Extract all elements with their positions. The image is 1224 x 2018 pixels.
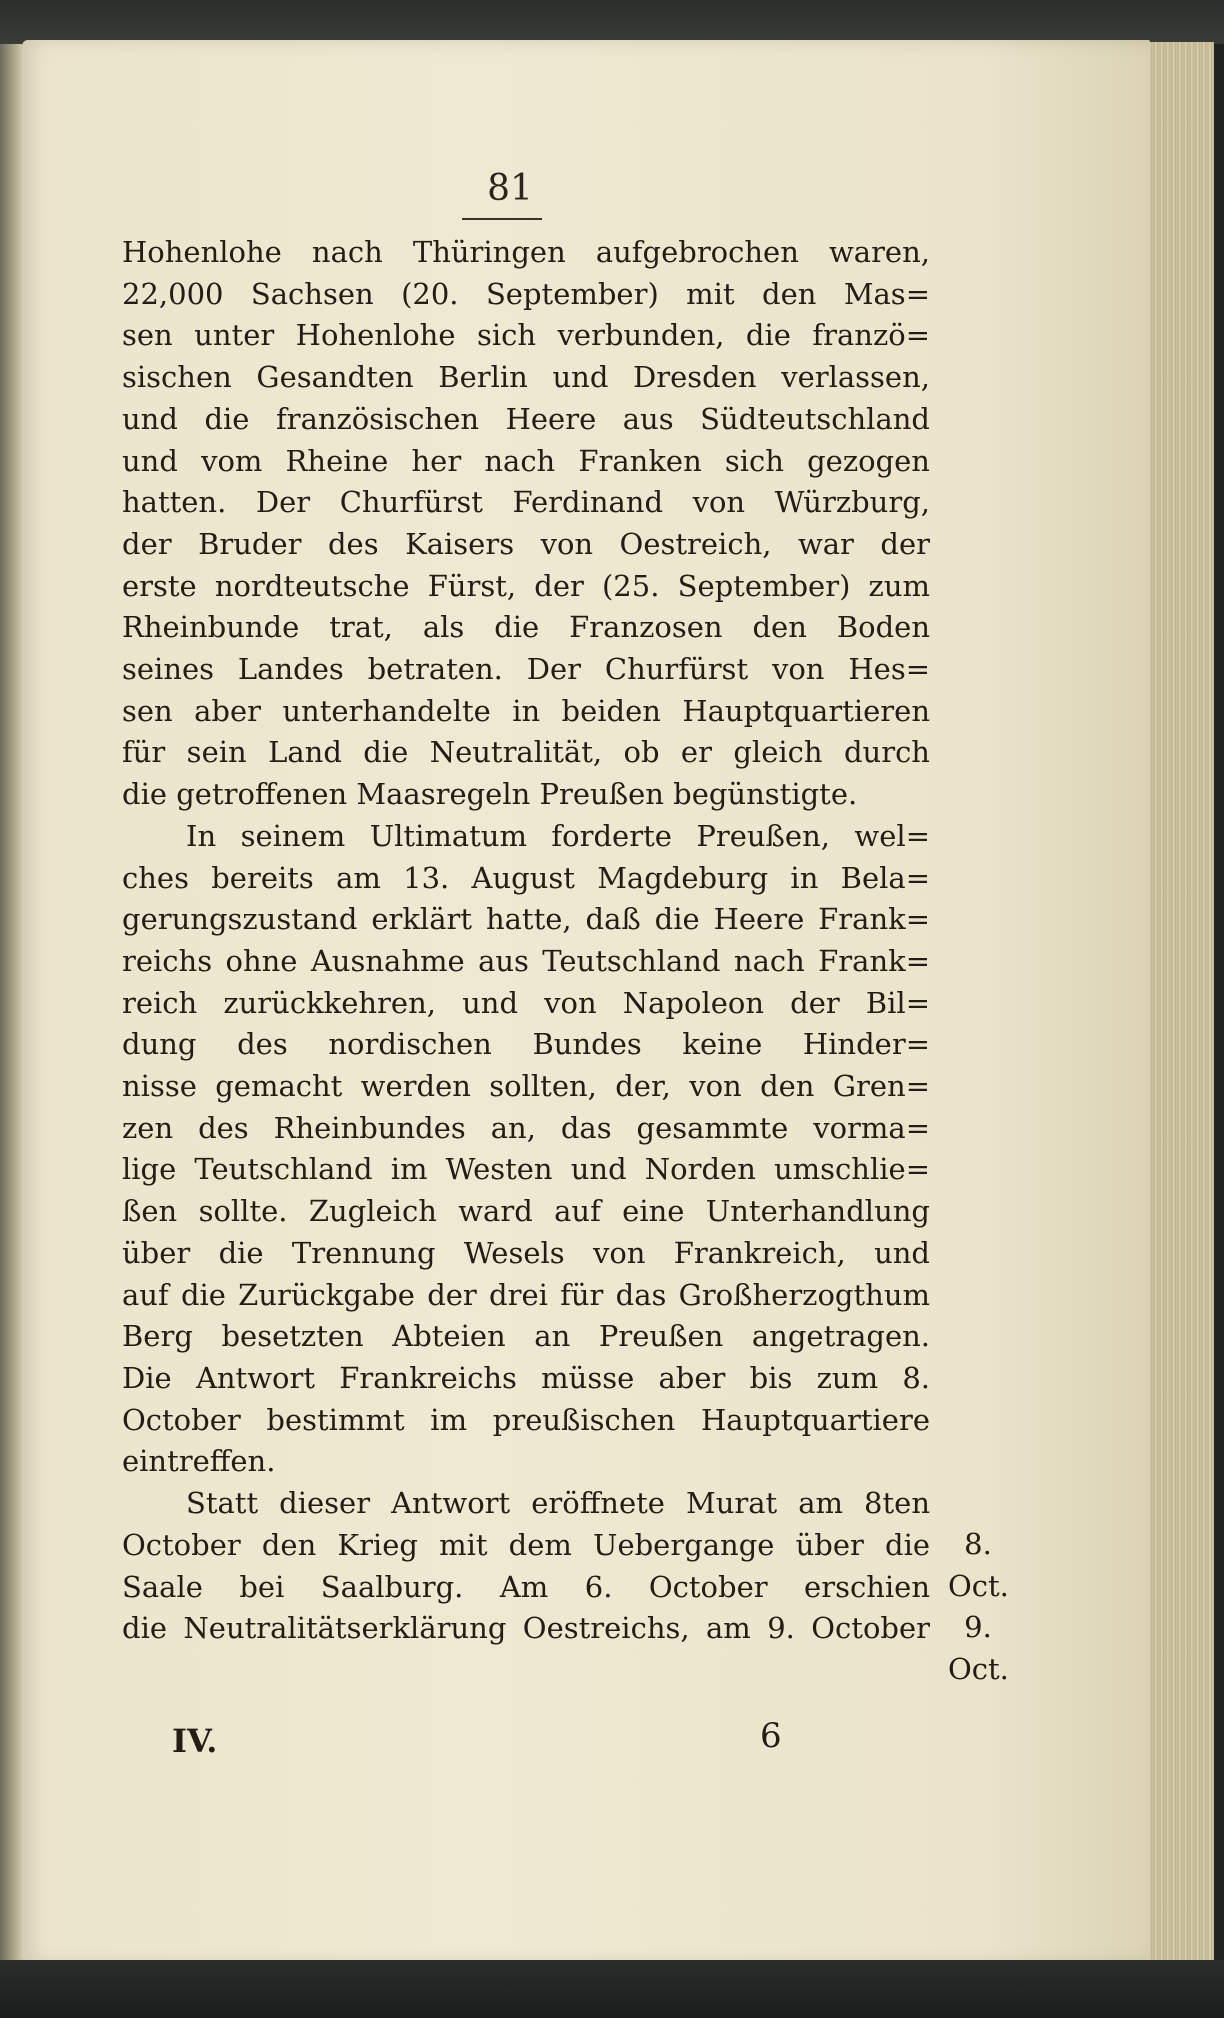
- text-line: für sein Land die Neutralität, ob er gleich durch: [122, 735, 930, 770]
- margin-note: Oct.: [948, 1652, 1009, 1687]
- margin-note: 8.: [964, 1527, 992, 1561]
- text-line: reich zurückkehren, und von Napoleon der Bil=: [122, 985, 930, 1020]
- header-rule: [462, 218, 542, 220]
- text-line: gerungszustand erklärt hatte, daß die Heere Frank=: [122, 902, 930, 937]
- margin-notes: [948, 1524, 1008, 1691]
- text-line: über die Trennung Wesels von Frankreich, und: [122, 1235, 930, 1270]
- text-line: und vom Rheine her nach Franken sich gezogen: [122, 443, 930, 478]
- text-line: In seinem Ultimatum forderte Preußen, wel=: [186, 818, 930, 853]
- text-line: ßen sollte. Zugleich ward auf eine Unterhandlung: [122, 1194, 930, 1229]
- text-line: zen des Rheinbundes an, das gesammte vorma=: [122, 1110, 930, 1145]
- text-line: Statt dieser Antwort eröffnete Murat am 8ten: [186, 1486, 930, 1521]
- text-line: Rheinbunde trat, als die Franzosen den Boden: [122, 610, 930, 645]
- page-body-text: [122, 232, 930, 1650]
- text-line: Berg besetzten Abteien an Preußen angetragen.: [122, 1319, 930, 1354]
- sheet-number: 6: [760, 1716, 782, 1756]
- text-line: nisse gemacht werden sollten, der, von den Gren=: [122, 1069, 930, 1104]
- page-number: 81: [487, 168, 533, 209]
- text-line: hatten. Der Churfürst Ferdinand von Würzburg,: [122, 485, 930, 520]
- text-line: sischen Gesandten Berlin und Dresden verlassen,: [122, 360, 930, 395]
- text-line: der Bruder des Kaisers von Oestreich, war der: [122, 526, 930, 561]
- scan-bottom-border: [0, 1960, 1224, 2018]
- text-line: seines Landes betraten. Der Churfürst von Hes=: [122, 652, 930, 687]
- scan-top-border: [0, 0, 1224, 44]
- text-line: Saale bei Saalburg. Am 6. October erschien: [122, 1569, 930, 1604]
- margin-note: 9.: [964, 1610, 992, 1645]
- text-line: sen aber unterhandelte in beiden Hauptquartieren: [122, 693, 930, 728]
- text-line: Die Antwort Frankreichs müsse aber bis zum 8.: [122, 1360, 930, 1395]
- text-line: und die französischen Heere aus Südteutschland: [122, 401, 930, 436]
- text-line: ches bereits am 13. August Magdeburg in Bela=: [122, 860, 930, 895]
- text-line: die Neutralitätserklärung Oestreichs, am 9. October: [122, 1611, 930, 1646]
- text-line: reichs ohne Ausnahme aus Teutschland nach Frank=: [122, 943, 930, 978]
- text-line: erste nordteutsche Fürst, der (25. September) zum: [122, 568, 930, 603]
- text-line: eintreffen.: [122, 1444, 276, 1479]
- margin-note: Oct.: [948, 1568, 1009, 1603]
- text-line: October den Krieg mit dem Uebergange über die: [122, 1527, 930, 1562]
- text-line: Hohenlohe nach Thüringen aufgebrochen waren,: [122, 235, 930, 269]
- volume-signature: IV.: [172, 1722, 218, 1760]
- text-line: October bestimmt im preußischen Hauptquartiere: [122, 1402, 930, 1437]
- text-line: 22,000 Sachsen (20. September) mit den Mas=: [122, 276, 930, 311]
- previous-page-edge: [0, 44, 22, 1964]
- text-line: die getroffenen Maasregeln Preußen begünstigte.: [122, 777, 858, 812]
- text-line: sen unter Hohenlohe sich verbunden, die franzö=: [122, 318, 930, 353]
- text-line: dung des nordischen Bundes keine Hinder=: [122, 1027, 930, 1062]
- text-line: lige Teutschland im Westen und Norden umschlie=: [122, 1152, 930, 1187]
- text-line: auf die Zurückgabe der drei für das Großherzogthum: [122, 1277, 930, 1312]
